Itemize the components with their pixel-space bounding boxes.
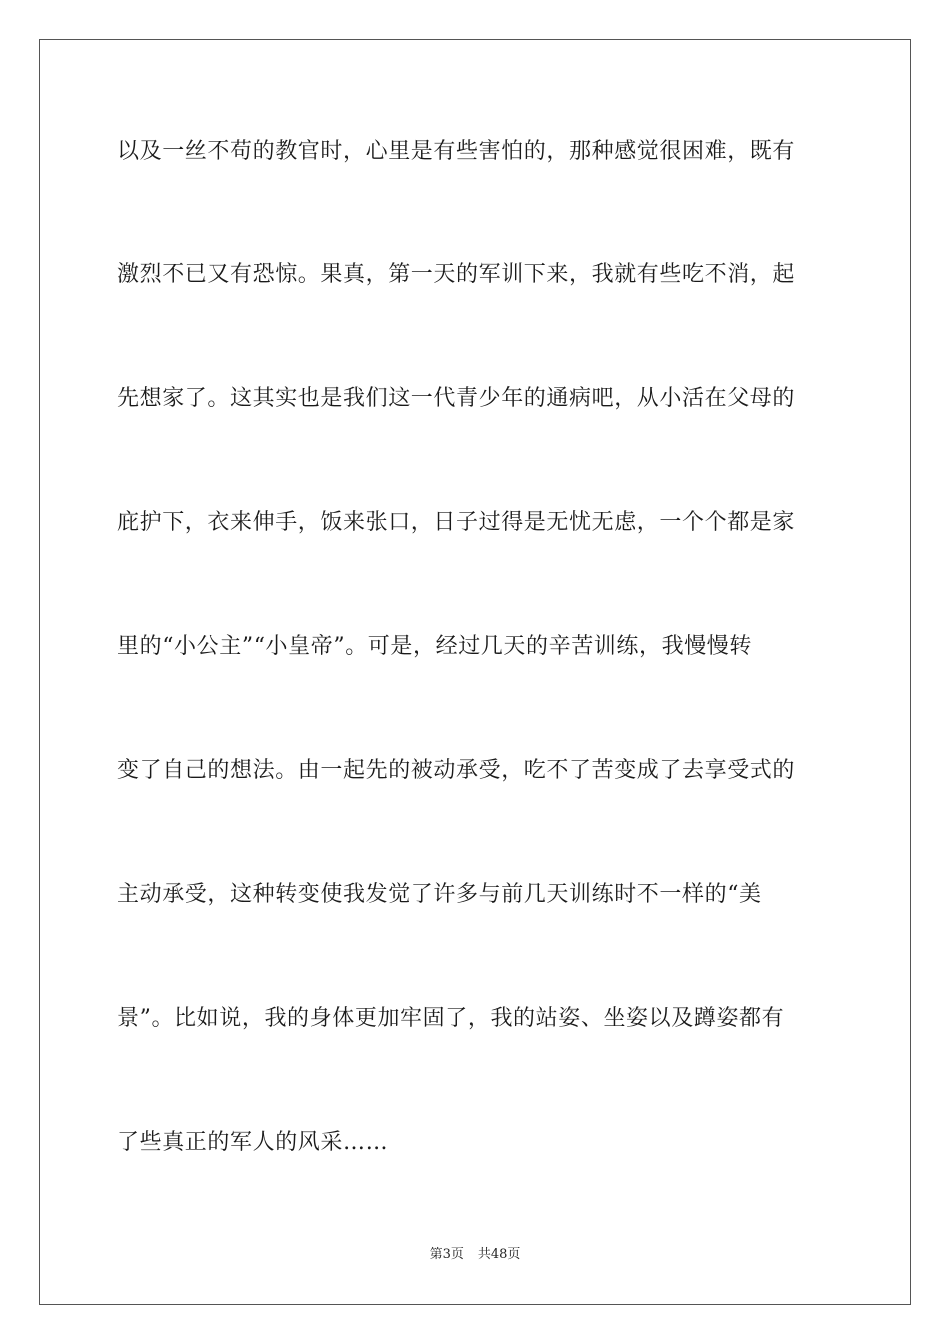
body-line-2: 激烈不已又有恐惊。果真，第一天的军训下来，我就有些吃不消，起 [117,262,796,287]
page-footer [0,1246,950,1264]
body-line-4: 庇护下，衣来伸手，饭来张口，日子过得是无忧无虑，一个个都是家 [117,510,796,535]
page-number: 第3页 [429,1247,464,1262]
total-pages: 共48页 [477,1247,521,1262]
body-line-3: 先想家了。这其实也是我们这一代青少年的通病吧，从小活在父母的 [117,386,796,411]
body-line-7: 主动承受，这种转变使我发觉了许多与前几天训练时不一样的“美 [117,882,762,907]
body-line-1: 以及一丝不苟的教官时，心里是有些害怕的，那种感觉很困难，既有 [117,139,796,164]
page-border [39,39,911,1305]
body-line-5: 里的“小公主”“小皇帝”。可是，经过几天的辛苦训练，我慢慢转 [117,634,752,659]
body-line-6: 变了自己的想法。由一起先的被动承受，吃不了苦变成了去享受式的 [117,758,796,783]
body-line-8: 景”。比如说，我的身体更加牢固了，我的站姿、坐姿以及蹲姿都有 [117,1006,785,1031]
body-line-9: 了些真正的军人的风采…… [117,1130,389,1155]
